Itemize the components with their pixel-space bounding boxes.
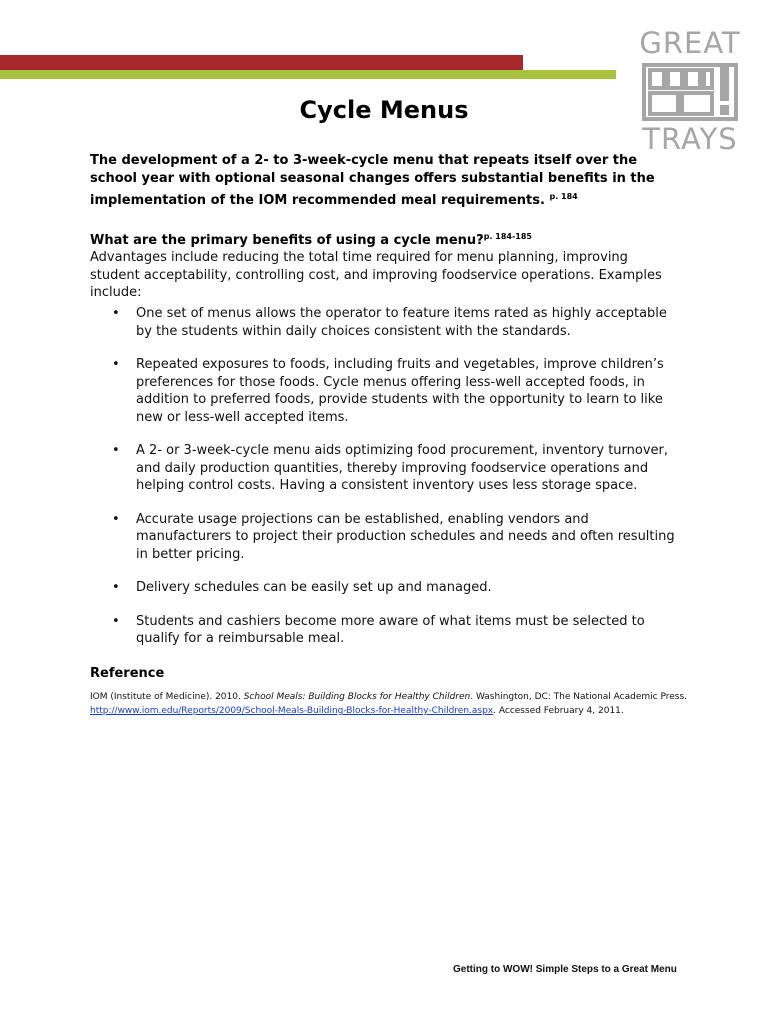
- bullet-marker: •: [112, 306, 120, 321]
- question-text: What are the primary benefits of using a cycle menu?: [90, 233, 484, 248]
- bullet-marker: •: [112, 580, 120, 595]
- page-footer: Getting to WOW! Simple Steps to a Great Menu: [453, 964, 677, 975]
- benefits-list: [112, 305, 684, 664]
- citation-publisher: . Washington, DC: The National Academic Press.: [470, 692, 687, 702]
- header-green-stripe: [0, 70, 616, 79]
- reference-heading: Reference: [90, 666, 165, 681]
- bullet-marker: •: [112, 443, 120, 458]
- citation-accessed: . Accessed February 4, 2011.: [493, 706, 624, 716]
- bullet-marker: •: [112, 357, 120, 372]
- list-item-text: Delivery schedules can be easily set up and managed.: [136, 580, 492, 595]
- question-page-ref: p. 184-185: [483, 232, 532, 241]
- reference-link[interactable]: http://www.iom.edu/Reports/2009/School-Meals-Building-Blocks-for-Healthy-Children.aspx: [90, 706, 494, 716]
- header-red-stripe: [0, 55, 523, 70]
- reference-citation: [90, 690, 710, 718]
- list-item: [112, 579, 684, 597]
- list-item: [112, 442, 684, 495]
- list-item-text: Accurate usage projections can be established, enabling vendors and manufacturers to project their production schedules and needs and often resulting in better pricing.: [136, 511, 675, 562]
- great-trays-logo: [638, 28, 742, 156]
- intro-text: The development of a 2- to 3-week-cycle menu that repeats itself over the school year with optional seasonal changes offers substantial benefits in the implementation of the IOM recommended meal requirements.: [90, 153, 655, 208]
- list-item-text: Repeated exposures to foods, including fruits and vegetables, improve children’s preferences for those foods. Cycle menus offering less-well accepted foods, in addition to preferred foods, provide students with the opportunity to learn to like new or less-well accepted items.: [136, 357, 664, 425]
- list-item: [112, 356, 684, 426]
- intro-page-ref: p. 184: [549, 192, 578, 201]
- citation-author: IOM (Institute of Medicine). 2010.: [90, 692, 244, 702]
- bullet-marker: •: [112, 511, 120, 527]
- list-item: [112, 511, 684, 564]
- page-title: Cycle Menus: [299, 96, 469, 124]
- answer-paragraph: Advantages include reducing the total time required for menu planning, improving student acceptability, controlling cost, and improving foodservice operations. Examples include:: [90, 250, 662, 300]
- bullet-marker: •: [112, 613, 120, 629]
- list-item-text: A 2- or 3-week-cycle menu aids optimizing food procurement, inventory turnover, and daily production quantities, thereby improving foodservice operations and helping control costs. Having a consistent inventory uses less storage space.: [136, 443, 669, 493]
- list-item: [112, 305, 684, 340]
- question-heading: [90, 228, 690, 250]
- list-item-text: Students and cashiers become more aware of what items must be selected to qualify for a reimbursable meal.: [136, 613, 645, 646]
- logo-word-great: GREAT: [639, 26, 741, 60]
- intro-paragraph: [90, 152, 680, 210]
- list-item: [112, 613, 684, 648]
- list-item-text: One set of menus allows the operator to feature items rated as highly acceptable by the students within daily choices consistent with the standards.: [136, 306, 667, 339]
- logo-word-trays: TRAYS: [642, 122, 738, 156]
- citation-book-title: School Meals: Building Blocks for Healthy Children: [243, 692, 471, 702]
